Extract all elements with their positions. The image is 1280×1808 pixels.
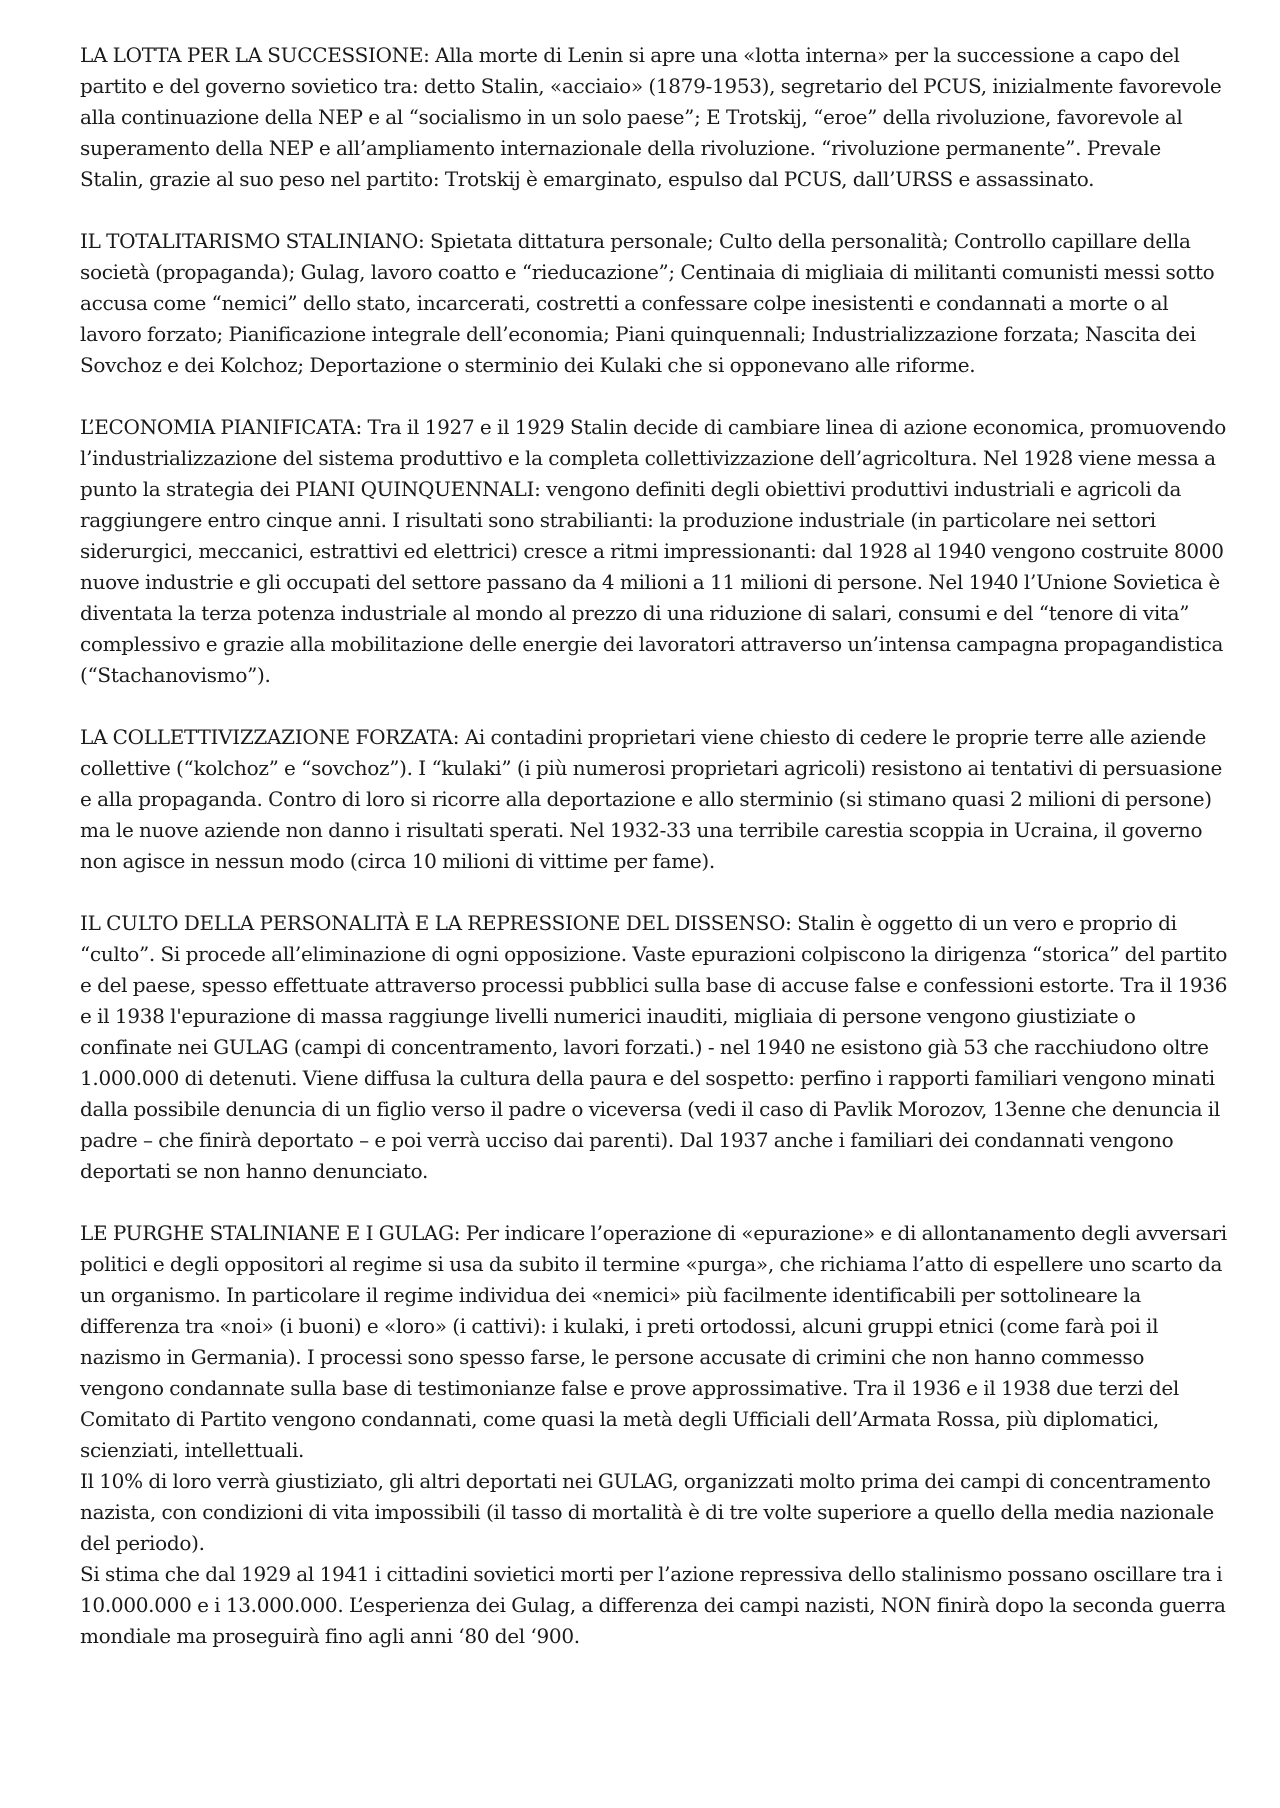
section-totalitarismo — [80, 226, 1230, 381]
section-culto — [80, 908, 1230, 1187]
section-successione — [80, 40, 1230, 195]
section-body: Per indicare l’operazione di «epurazione» e di allontanamento degli avversari politici e degli oppositori al regime si usa da subito il termine «purga», che richiama l’atto di espellere uno scarto da un organismo. In particolare il regime individua dei «nemici» più facilmente identificabili per sottolineare la differenza tra «noi» (i buoni) e «loro» (i cattivi): i kulaki, i preti ortodossi, alcuni gruppi etnici (come farà poi il nazismo in Germania). I processi sono spesso farse, le persone accusate di crimini che non hanno commesso vengono condannate sulla base di testimonianze false e prove approssimative. Tra il 1936 e il 1938 due terzi del Comitato di Partito vengono condannati, come quasi la metà degli Ufficiali dell’Armata Rossa, più diplomatici, scienziati, intellettuali. Il 10% di loro verrà giustiziato, gli altri deportati nei GULAG, organizzati molto prima dei campi di concentramento nazista, con condizioni di vita impossibili (il tasso di mortalità è di tre volte superiore a quello della media nazionale del periodo). Si stima che dal 1929 al 1941 i cittadini sovietici morti per l’azione repressiva dello stalinismo possano oscillare tra i 10.000.000 e i 13.000.000. L’esperienza dei Gulag, a differenza dei campi nazisti, NON finirà dopo la seconda guerra mondiale ma proseguirà fino agli anni ‘80 del ‘900. — [80, 1221, 1227, 1648]
section-economia — [80, 412, 1230, 691]
section-heading: IL TOTALITARISMO STALINIANO: — [80, 229, 425, 253]
section-heading: IL CULTO DELLA PERSONALITÀ E LA REPRESSIONE DEL DISSENSO: — [80, 911, 792, 935]
section-heading: LA LOTTA PER LA SUCCESSIONE: — [80, 43, 430, 67]
section-body: Tra il 1927 e il 1929 Stalin decide di cambiare linea di azione economica, promuovendo l’industrializzazione del sistema produttivo e la completa collettivizzazione dell’agricoltura. Nel 1928 viene messa a punto la strategia dei PIANI QUINQUENNALI: vengono definiti degli obiettivi produttivi industriali e agricoli da raggiungere entro cinque anni. I risultati sono strabilianti: la produzione industriale (in particolare nei settori siderurgici, meccanici, estrattivi ed elettrici) cresce a ritmi impressionanti: dal 1928 al 1940 vengono costruite 8000 nuove industrie e gli occupati del settore passano da 4 milioni a 11 milioni di persone. Nel 1940 l’Unione Sovietica è diventata la terza potenza industriale al mondo al prezzo di una riduzione di salari, consumi e del “tenore di vita” complessivo e grazie alla mobilitazione delle energie dei lavoratori attraverso un’intensa campagna propagandistica (“Stachanovismo”). — [80, 415, 1226, 687]
section-heading: LE PURGHE STALINIANE E I GULAG: — [80, 1221, 461, 1245]
section-body: Stalin è oggetto di un vero e proprio di “culto”. Si procede all’eliminazione di ogni opposizione. Vaste epurazioni colpiscono la dirigenza “storica” del partito e del paese, spesso effettuate attraverso processi pubblici sulla base di accuse false e confessioni estorte. Tra il 1936 e il 1938 l'epurazione di massa raggiunge livelli numerici inauditi, migliaia di persone vengono giustiziate o confinate nei GULAG (campi di concentramento, lavori forzati.) - nel 1940 ne esistono già 53 che racchiudono oltre 1.000.000 di detenuti. Viene diffusa la cultura della paura e del sospetto: perfino i rapporti familiari vengono minati dalla possibile denuncia di un figlio verso il padre o viceversa (vedi il caso di Pavlik Morozov, 13enne che denuncia il padre – che finirà deportato – e poi verrà ucciso dai parenti). Dal 1937 anche i familiari dei condannati vengono deportati se non hanno denunciato. — [80, 911, 1228, 1183]
section-heading: LA COLLETTIVIZZAZIONE FORZATA: — [80, 725, 460, 749]
section-body: Spietata dittatura personale; Culto della personalità; Controllo capillare della società (propaganda); Gulag, lavoro coatto e “rieducazione”; Centinaia di migliaia di militanti comunisti messi sotto accusa come “nemici” dello stato, incarcerati, costretti a confessare colpe inesistenti e condannati a morte o al lavoro forzato; Pianificazione integrale dell’economia; Piani quinquennali; Industrializzazione forzata; Nascita dei Sovchoz e dei Kolchoz; Deportazione o sterminio dei Kulaki che si opponevano alle riforme. — [80, 229, 1215, 377]
document-page — [80, 40, 1230, 1652]
section-body: Ai contadini proprietari viene chiesto di cedere le proprie terre alle aziende collettive (“kolchoz” e “sovchoz”). I “kulaki” (i più numerosi proprietari agricoli) resistono ai tentativi di persuasione e alla propaganda. Contro di loro si ricorre alla deportazione e allo sterminio (si stimano quasi 2 milioni di persone) ma le nuove aziende non danno i risultati sperati. Nel 1932-33 una terribile carestia scoppia in Ucraina, il governo non agisce in nessun modo (circa 10 milioni di vittime per fame). — [80, 725, 1223, 873]
section-body: Alla morte di Lenin si apre una «lotta interna» per la successione a capo del partito e del governo sovietico tra: detto Stalin, «acciaio» (1879-1953), segretario del PCUS, inizialmente favorevole alla continuazione della NEP e al “socialismo in un solo paese”; E Trotskij, “eroe” della rivoluzione, favorevole al superamento della NEP e all’ampliamento internazionale della rivoluzione. “rivoluzione permanente”. Prevale Stalin, grazie al suo peso nel partito: Trotskij è emarginato, espulso dal PCUS, dall’URSS e assassinato. — [80, 43, 1222, 191]
section-heading: L’ECONOMIA PIANIFICATA: — [80, 415, 362, 439]
section-collettivizzazione — [80, 722, 1230, 877]
section-purghe — [80, 1218, 1230, 1652]
